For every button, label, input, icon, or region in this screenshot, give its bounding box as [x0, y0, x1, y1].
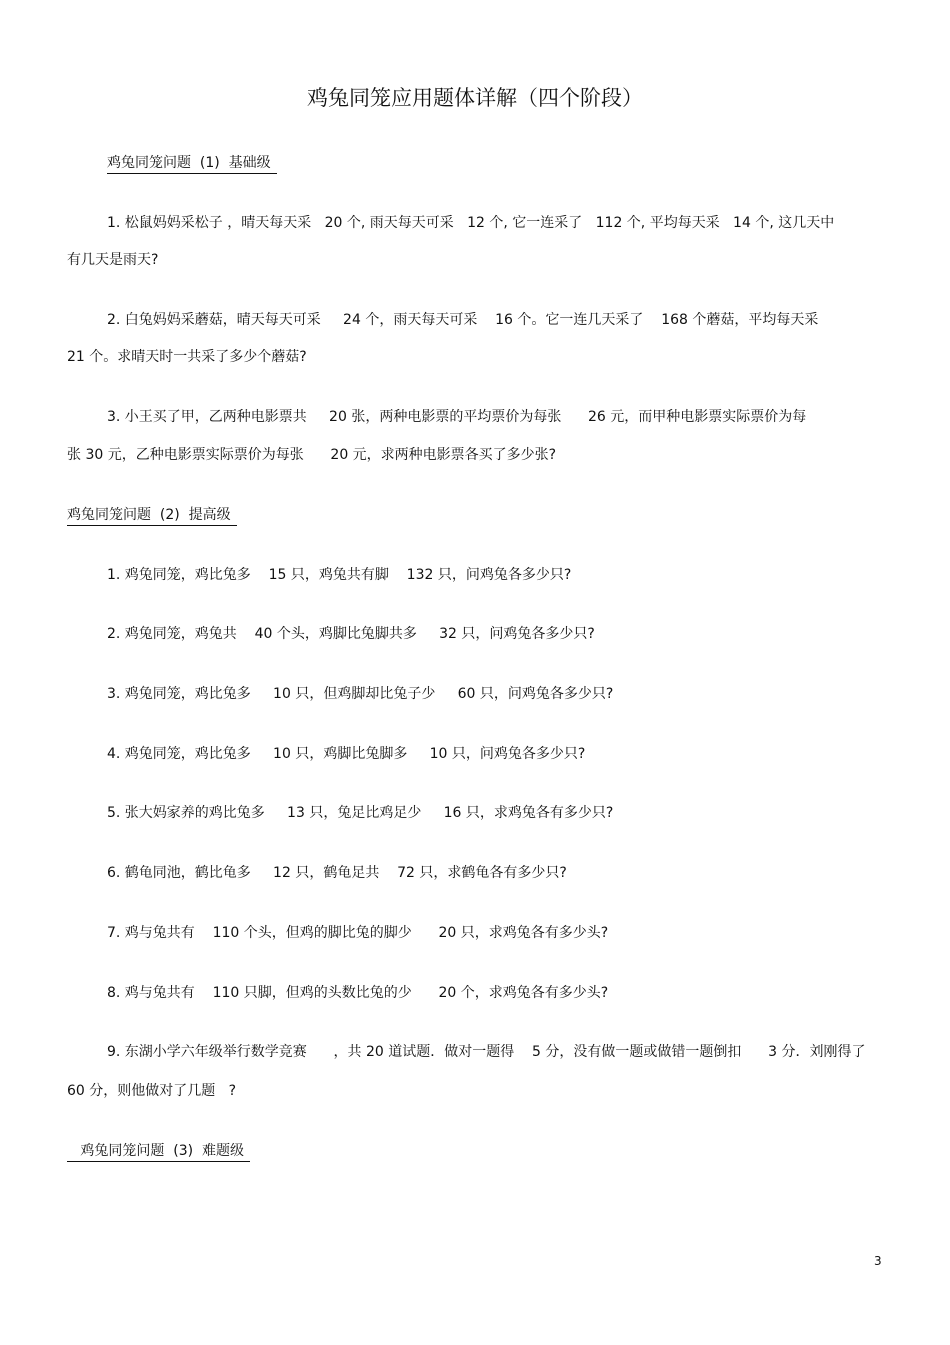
question-text: 张 30 元，乙种电影票实际票价为每张 20 元，求两种电影票各买了多少张?: [67, 447, 557, 463]
question-text: 2. 白兔妈妈采蘑菇，晴天每天可采 24 个，雨天每天可采 16 个。它一连几天采了 168 个蘑菇，平均每天采: [107, 312, 819, 328]
question-text: 4. 鸡兔同笼，鸡比兔多 10 只，鸡脚比兔脚多 10 只，问鸡兔各多少只?: [107, 746, 586, 762]
page-number: 3: [874, 1254, 882, 1268]
question-text: 3. 小王买了甲，乙两种电影票共 20 张，两种电影票的平均票价为每张 26 元，而甲种电影票实际票价为每: [107, 409, 807, 425]
question-text: 1. 松鼠妈妈采松子 ，晴天每天采 20 个, 雨天每天可采 12 个, 它一连采了 112 个, 平均每天采 14 个, 这几天中: [107, 215, 835, 231]
question-text: 7. 鸡与兔共有 110 个头，但鸡的脚比兔的脚少 20 只，求鸡兔各有多少头?: [107, 925, 609, 941]
question-text: 8. 鸡与兔共有 110 只脚，但鸡的头数比兔的少 20 个，求鸡兔各有多少头?: [107, 985, 609, 1001]
question-text: 60 分，则他做对了几题 ?: [67, 1083, 237, 1099]
question-text: 5. 张大妈家养的鸡比兔多 13 只，兔足比鸡足少 16 只，求鸡兔各有多少只?: [107, 805, 614, 821]
section-heading-basic: 鸡兔同笼问题 (1) 基础级: [107, 152, 277, 174]
question-text: 3. 鸡兔同笼，鸡比兔多 10 只，但鸡脚却比兔子少 60 只，问鸡兔各多少只?: [107, 686, 614, 702]
question-text: 9. 东湖小学六年级举行数学竞赛 ，共 20 道试题．做对一题得 5 分，没有做一题或做错一题倒扣 3 分．刘刚得了: [107, 1044, 866, 1060]
question-text: 有几天是雨天?: [67, 252, 159, 268]
section-heading-advanced: 鸡兔同笼问题 (2) 提高级: [67, 504, 237, 526]
page-title: 鸡兔同笼应用题体详解（四个阶段）: [307, 86, 643, 110]
question-text: 6. 鹤龟同池，鹤比龟多 12 只，鹤龟足共 72 只，求鹤龟各有多少只?: [107, 865, 567, 881]
question-text: 1. 鸡兔同笼，鸡比兔多 15 只，鸡兔共有脚 132 只，问鸡兔各多少只?: [107, 567, 572, 583]
section-heading-hard: 鸡兔同笼问题 (3) 难题级: [67, 1140, 250, 1162]
question-text: 21 个。求晴天时一共采了多少个蘑菇?: [67, 349, 307, 365]
question-text: 2. 鸡兔同笼，鸡兔共 40 个头，鸡脚比兔脚共多 32 只，问鸡兔各多少只?: [107, 626, 595, 642]
